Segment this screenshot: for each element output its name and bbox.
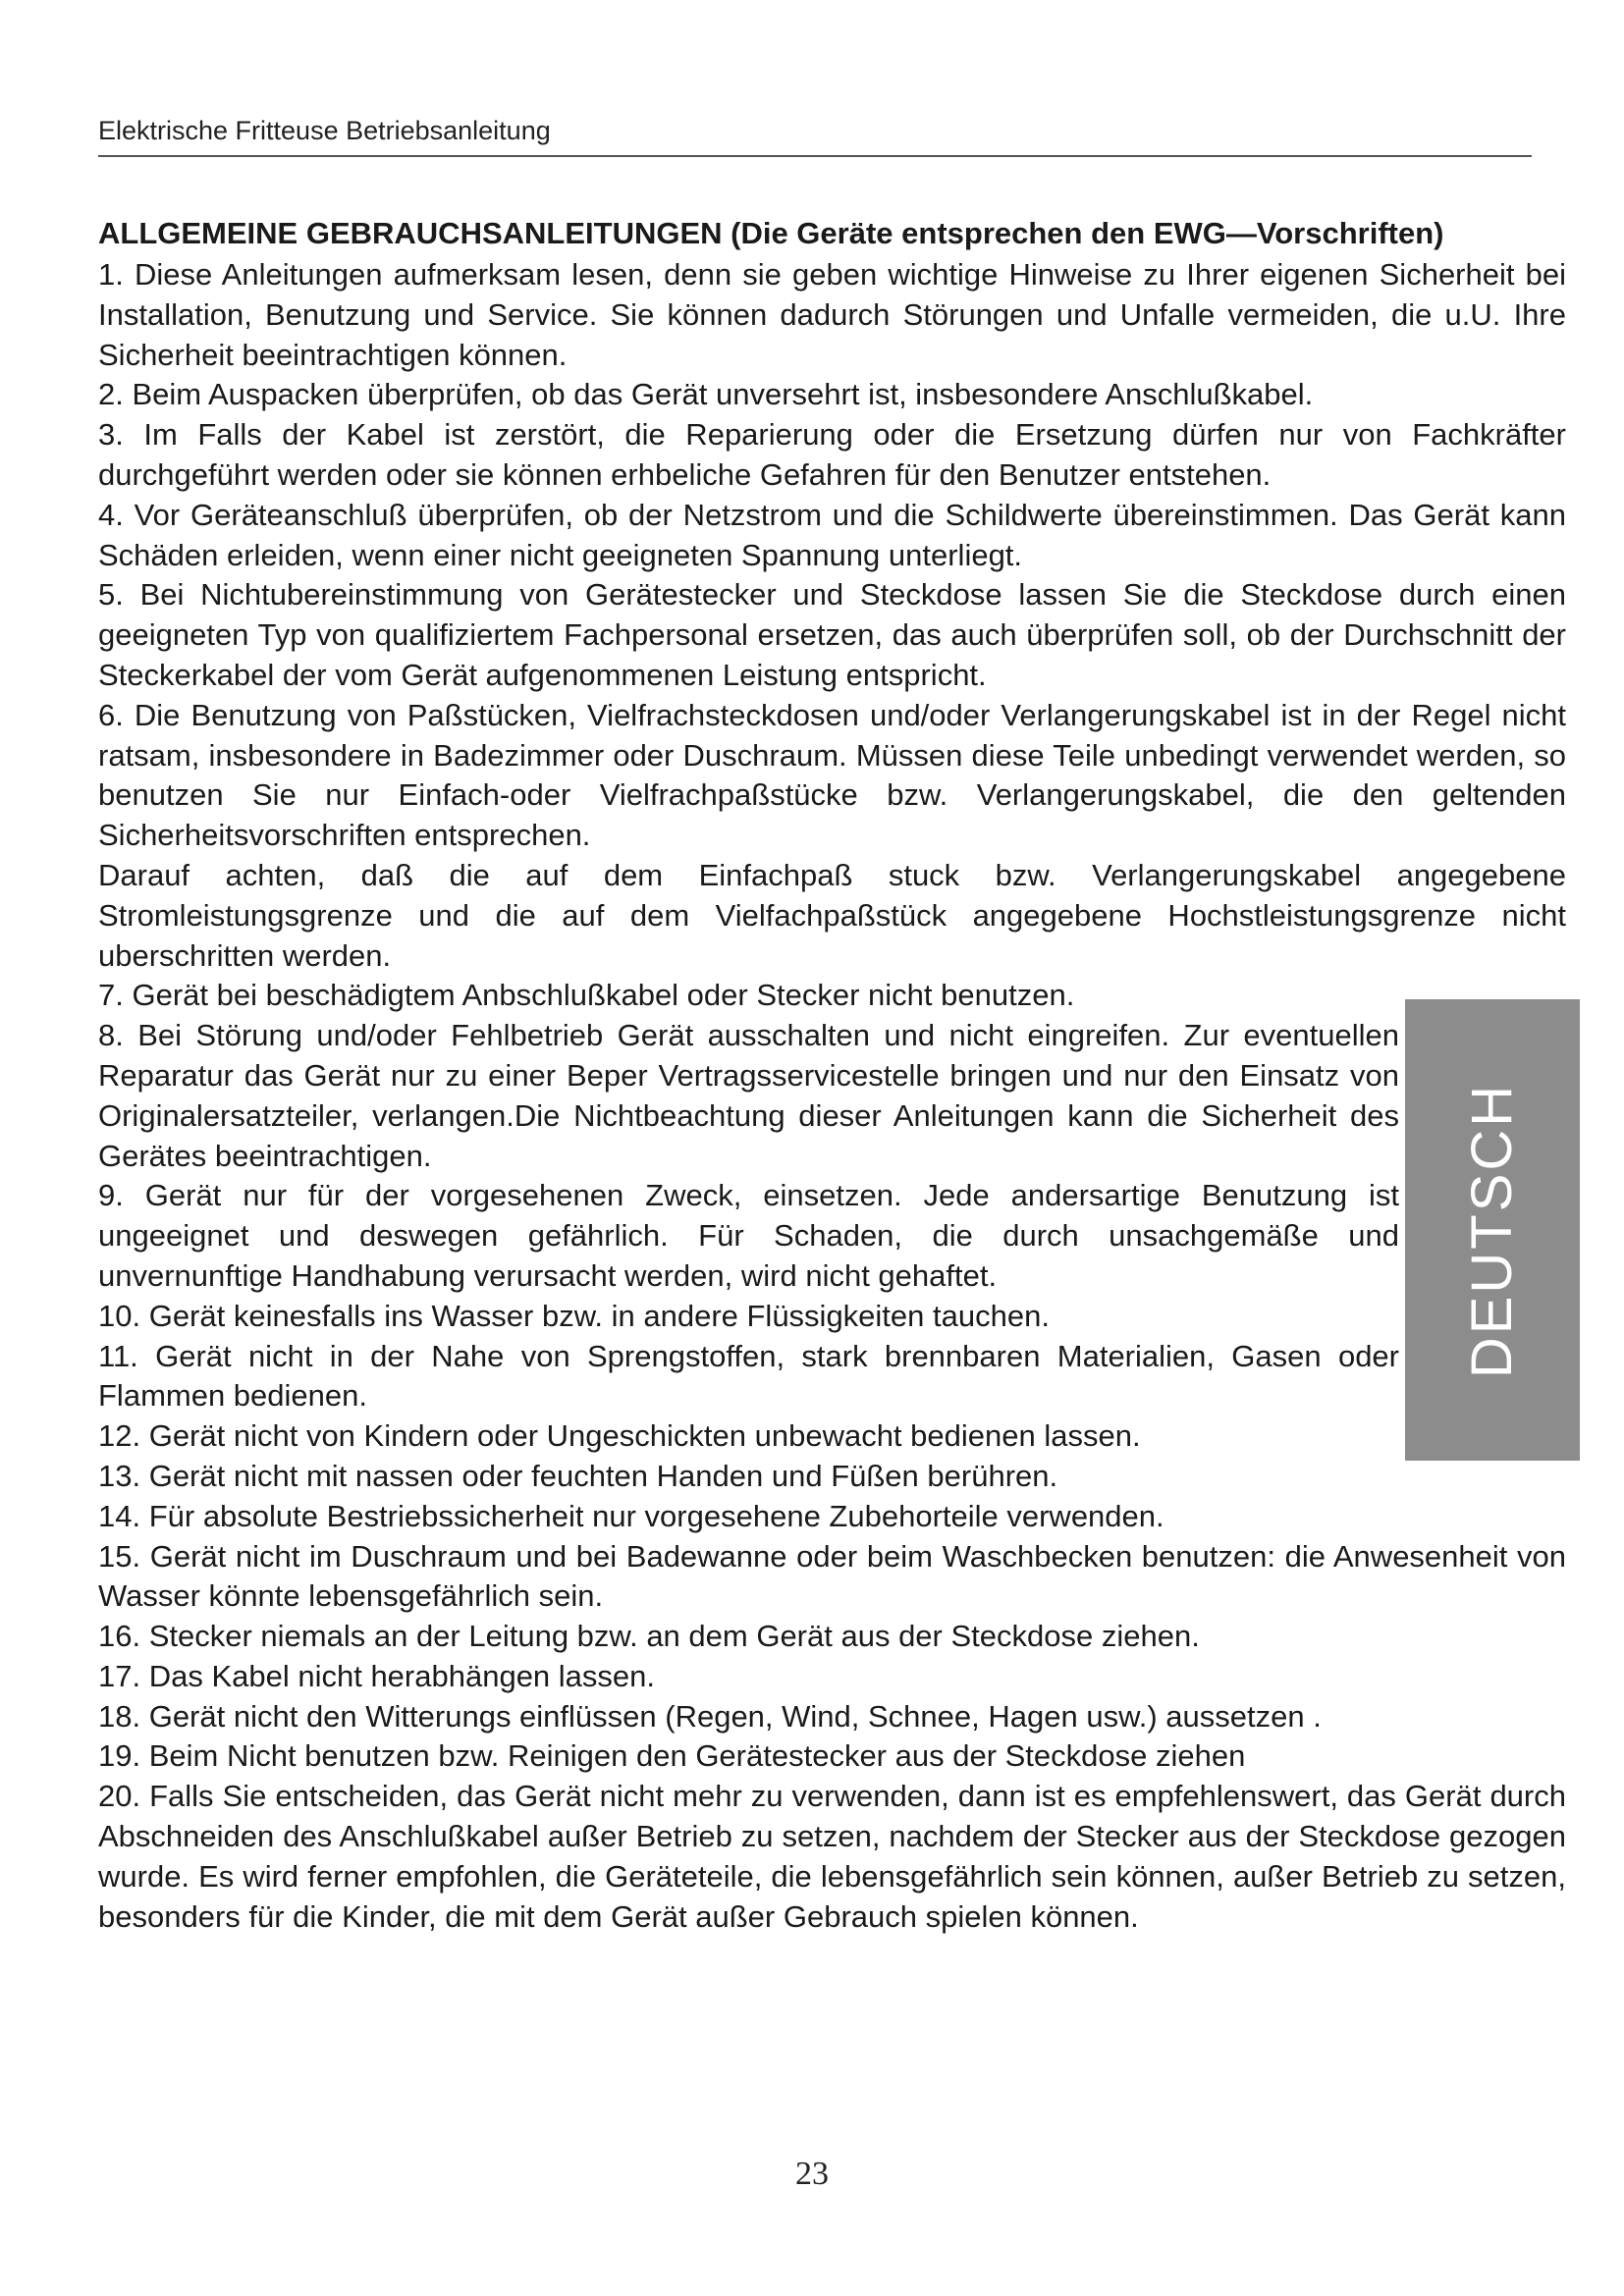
instruction-item: 6. Die Benutzung von Paßstücken, Vielfrachsteckdosen und/oder Verlangerungskabel ist in der Regel nicht ratsam, insbesondere in Badezimmer oder Duschraum. Müssen diese Teile unbedingt verwendet werden, so benutzen Sie nur Einfach-oder Vielfrachpaßstücke bzw. Verlangerungskabel, die den geltenden Sicherheitsvorschriften entsprechen. bbox=[98, 697, 1566, 853]
instruction-item: 13. Gerät nicht mit nassen oder feuchten Handen und Füßen berühren. bbox=[98, 1458, 1058, 1493]
language-tab bbox=[1405, 999, 1580, 1461]
instruction-item: 2. Beim Auspacken überprüfen, ob das Gerät unversehrt ist, insbesondere Anschlußkabel. bbox=[98, 377, 1314, 412]
instruction-item: 14. Für absolute Bestriebssicherheit nur vorgesehene Zubehorteile verwenden. bbox=[98, 1498, 1164, 1533]
instruction-item: 4. Vor Geräteanschluß überprüfen, ob der Netzstrom und die Schildwerte übereinstimmen. Das Gerät kann Schäden erleiden, wenn einer nicht geeigneten Spannung unterliegt. bbox=[98, 497, 1566, 572]
instruction-item: 11. Gerät nicht in der Nahe von Sprengstoffen, stark brennbaren Materialien, Gasen oder Flammen bedienen. bbox=[98, 1338, 1399, 1414]
instruction-item: 16. Stecker niemals an der Leitung bzw. an dem Gerät aus der Steckdose ziehen. bbox=[98, 1619, 1200, 1654]
instruction-item: 9. Gerät nur für der vorgesehenen Zweck, einsetzen. Jede andersartige Benutzung ist ungeeignet und deswegen gefährlich. Für Schaden, die durch unsachgemäße und unvernunftige Handhabung verursacht werden, wird nicht gehaftet. bbox=[98, 1178, 1399, 1293]
running-header: Elektrische Fritteuse Betriebsanleitung bbox=[98, 116, 551, 145]
instruction-note: Darauf achten, daß die auf dem Einfachpaß stuck bzw. Verlangerungskabel angegebene Stromleistungsgrenze und die auf dem Vielfachpaßstück angegebene Hochstleistungsgrenze nicht uberschritten werden. bbox=[98, 857, 1566, 973]
instruction-item: 12. Gerät nicht von Kindern oder Ungeschickten unbewacht bedienen lassen. bbox=[98, 1418, 1141, 1454]
instruction-item: 17. Das Kabel nicht herabhängen lassen. bbox=[98, 1658, 656, 1693]
instruction-item: 19. Beim Nicht benutzen bzw. Reinigen den Gerätestecker aus der Steckdose ziehen bbox=[98, 1738, 1246, 1774]
page-number: 23 bbox=[795, 2156, 829, 2192]
instruction-item: 5. Bei Nichtubereinstimmung von Gerätestecker und Steckdose lassen Sie die Steckdose durch einen geeigneten Typ von qualifiziertem Fachpersonal ersetzen, das auch überprüfen soll, ob der Durchschnitt der Steckerkabel der vom Gerät aufgenommenen Leistung entspricht. bbox=[98, 577, 1566, 692]
instruction-item: 8. Bei Störung und/oder Fehlbetrieb Gerät ausschalten und nicht eingreifen. Zur eventuellen Reparatur das Gerät nur zu einer Beper Vertragsservicestelle bringen und nur den Einsatz von Originalersatzteiler, verlangen.Die Nichtbeachtung dieser Anleitungen kann die Sicherheit des Gerätes beeintrachtigen. bbox=[98, 1018, 1399, 1173]
document-body bbox=[98, 214, 1571, 1937]
instruction-item: 15. Gerät nicht im Duschraum und bei Badewanne oder beim Waschbecken benutzen: die Anwesenheit von Wasser könnte lebensgefährlich sein. bbox=[98, 1538, 1566, 1614]
instruction-item: 1. Diese Anleitungen aufmerksam lesen, denn sie geben wichtige Hinweise zu Ihrer eigenen Sicherheit bei Installation, Benutzung und Service. Sie können dadurch Störungen und Unfalle vermeiden, die u.U. Ihre Sicherheit beeintrachtigen können. bbox=[98, 257, 1566, 372]
section-heading: ALLGEMEINE GEBRAUCHSANLEITUNGEN (Die Geräte entsprechen den EWG—Vorschriften) bbox=[98, 216, 1444, 250]
instruction-item: 3. Im Falls der Kabel ist zerstört, die Reparierung oder die Ersetzung dürfen nur von Fachkräfter durchgeführt werden oder sie können erhbeliche Gefahren für den Benutzer entstehen. bbox=[98, 417, 1566, 492]
header-divider bbox=[98, 155, 1532, 157]
instruction-item: 10. Gerät keinesfalls ins Wasser bzw. in andere Flüssigkeiten tauchen. bbox=[98, 1298, 1050, 1333]
instruction-item: 20. Falls Sie entscheiden, das Gerät nicht mehr zu verwenden, dann ist es empfehlenswert, das Gerät durch Abschneiden des Anschlußkabel außer Betrieb zu setzen, nachdem der Stecker aus der Steckdose gezogen wurde. Es wird ferner empfohlen, die Geräteteile, die lebensgefährlich sein können, außer Betrieb zu setzen, besonders für die Kinder, die mit dem Gerät außer Gebrauch spielen können. bbox=[98, 1779, 1566, 1934]
language-tab-label: DEUTSCH bbox=[1460, 1082, 1525, 1378]
instruction-item: 7. Gerät bei beschädigtem Anbschlußkabel oder Stecker nicht benutzen. bbox=[98, 978, 1075, 1013]
instruction-item: 18. Gerät nicht den Witterungs einflüssen (Regen, Wind, Schnee, Hagen usw.) aussetzen . bbox=[98, 1698, 1322, 1734]
